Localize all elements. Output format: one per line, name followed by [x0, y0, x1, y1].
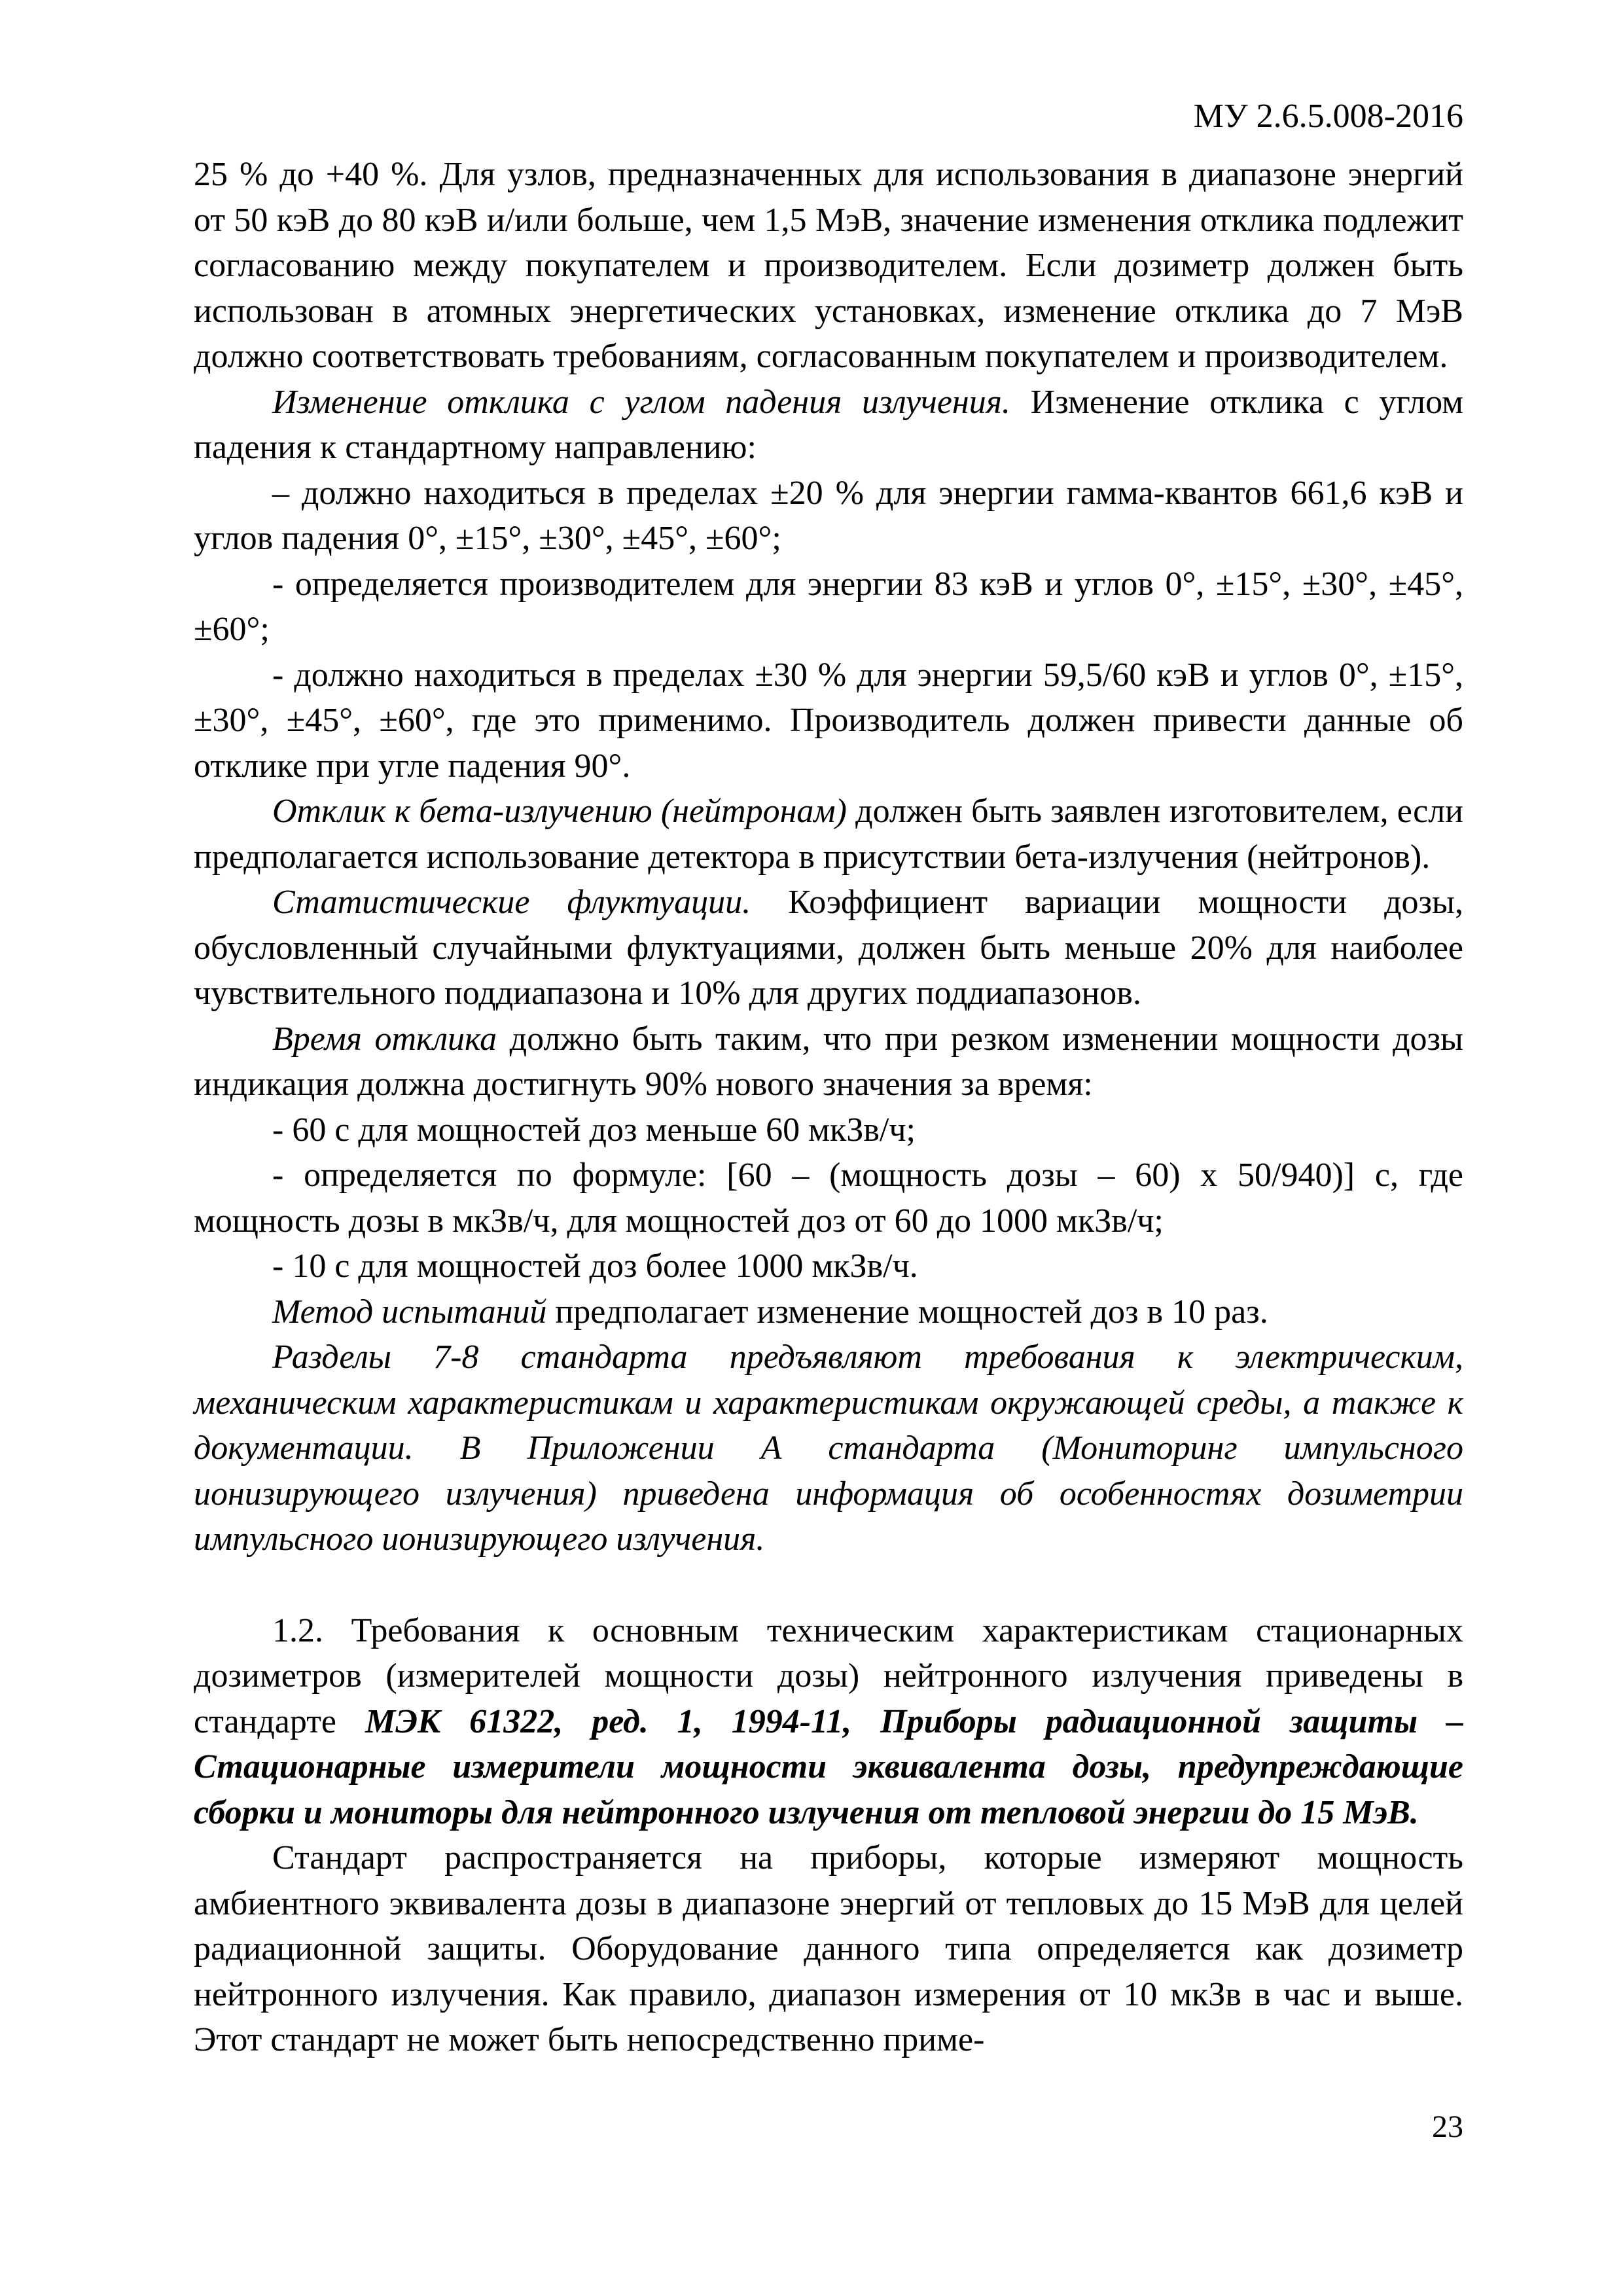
page-number: 23: [1432, 2109, 1463, 2144]
term-response-time: Время отклика: [272, 1020, 497, 1058]
page-body: [194, 152, 1463, 2063]
term-statistical-fluctuations: Статистические флуктуации.: [272, 884, 751, 921]
paragraph-angle-response: [194, 380, 1463, 471]
paragraph-text: Изменение отклика с углом падения к стандартному направлению:: [194, 383, 1463, 466]
list-item-time-10: - 10 с для мощностей доз более 1000 мкЗв/ч.: [272, 1247, 918, 1285]
paragraph-section-1-2: [194, 1608, 1463, 1836]
paragraph-beta-response: [194, 789, 1463, 880]
paragraph-response-time: [194, 1016, 1463, 1107]
list-item-angle-59: - должно находиться в пределах ±30 % для энергии 59,5/60 кэВ и углов 0°, ±15°, ±30°, ±45°, ±60°, где это применимо. Производитель должен привести данные об отклике при угле падения 90°.: [194, 656, 1463, 785]
list-item-angle-83: - определяется производителем для энергии 83 кэВ и углов 0°, ±15°, ±30°, ±45°, ±60°;: [194, 565, 1463, 648]
term-angle-response: Изменение отклика с углом падения излучения.: [272, 383, 1010, 421]
paragraph-test-method: [194, 1289, 1463, 1335]
paragraph-text: должно быть таким, что при резком изменении мощности дозы индикация должна достигнуть 90% нового значения за время:: [194, 1020, 1463, 1103]
paragraph-sections-7-8: Разделы 7-8 стандарта предъявляют требования к электрическим, механическим характеристикам и характеристикам окружающей среды, а также к документации. В Приложении А стандарта (Мониторинг импульсного ионизирующего излучения) приведена информация об особенностях дозиметрии импульсного ионизирующего излучения.: [194, 1338, 1463, 1558]
paragraph-text: Коэффициент вариации мощности дозы, обусловленный случайными флуктуациями, должен быть меньше 20% для наиболее чувствительного поддиапазона и 10% для других поддиапазонов.: [194, 884, 1463, 1012]
list-item-time-formula: - определяется по формуле: [60 – (мощность дозы – 60) х 50/940)] с, где мощность дозы в мкЗв/ч, для мощностей доз от 60 до 1000 мкЗв/ч;: [194, 1157, 1463, 1240]
paragraph-text: должен быть заявлен изготовителем, если предполагается использование детектора в присутствии бета-излучения (нейтронов).: [194, 793, 1463, 876]
section-gap: [194, 1562, 1463, 1608]
paragraph-energy-response: 25 % до +40 %. Для узлов, предназначенных для использования в диапазоне энергий от 50 кэВ до 80 кэВ и/или больше, чем 1,5 МэВ, значение изменения отклика подлежит согласованию между покупателем и производителем. Если дозиметр должен быть использован в атомных энергетических установках, изменение отклика до 7 МэВ должно соответствовать требованиям, согласованным покупателем и производителем.: [194, 156, 1463, 375]
term-beta-response: Отклик к бета-излучению (нейтронам): [272, 793, 847, 830]
document-code: МУ 2.6.5.008-2016: [1193, 98, 1463, 135]
paragraph-statistical-fluctuations: [194, 880, 1463, 1016]
list-item-time-60: - 60 с для мощностей доз меньше 60 мкЗв/ч;: [272, 1111, 916, 1149]
list-item-angle-661: – должно находиться в пределах ±20 % для энергии гамма-квантов 661,6 кэВ и углов падения 0°, ±15°, ±30°, ±45°, ±60°;: [194, 474, 1463, 557]
paragraph-standard-scope: Стандарт распространяется на приборы, которые измеряют мощность амбиентного эквивалента дозы в диапазоне энергий от тепловых до 15 МэВ для целей радиационной защиты. Оборудование данного типа определяется как дозиметр нейтронного излучения. Как правило, диапазон измерения от 10 мкЗв в час и выше. Этот стандарт не может быть непосредственно приме-: [194, 1839, 1463, 2058]
standard-title: МЭК 61322, ред. 1, 1994-11, Приборы радиационной защиты – Стационарные измерители мощности эквивалента дозы, предупреждающие сборки и мониторы для нейтронного излучения от тепловой энергии до 15 МэВ.: [194, 1702, 1463, 1831]
term-test-method: Метод испытаний: [272, 1293, 547, 1331]
paragraph-text: предполагает изменение мощностей доз в 10 раз.: [546, 1293, 1268, 1331]
paragraph-text: 1.2. Требования к основным техническим характеристикам стационарных дозиметров (измерителей мощности дозы) нейтронного излучения приведены в стандарте: [194, 1611, 1463, 1740]
